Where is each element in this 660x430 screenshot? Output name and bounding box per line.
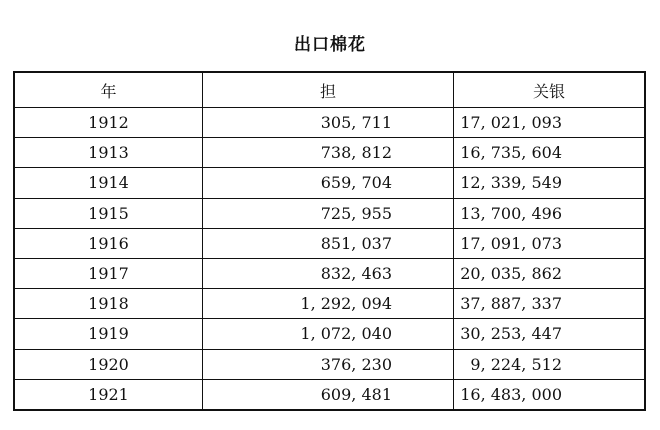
header-year: 年 <box>14 72 203 108</box>
year-cell: 1913 <box>14 138 203 168</box>
table-row <box>14 138 645 168</box>
dan-cell: 376, 230 <box>203 349 454 379</box>
header-dan: 担 <box>203 72 454 108</box>
table-row <box>14 108 645 138</box>
year-cell: 1919 <box>14 319 203 349</box>
dan-cell: 832, 463 <box>203 258 454 288</box>
year-cell: 1917 <box>14 258 203 288</box>
year-cell: 1916 <box>14 228 203 258</box>
tael-cell: 12, 339, 549 <box>454 168 646 198</box>
dan-cell: 305, 711 <box>203 108 454 138</box>
table-row <box>14 289 645 319</box>
dan-cell: 738, 812 <box>203 138 454 168</box>
tael-cell: 30, 253, 447 <box>454 319 646 349</box>
tael-cell: 17, 021, 093 <box>454 108 646 138</box>
dan-cell: 851, 037 <box>203 228 454 258</box>
dan-cell: 1, 072, 040 <box>203 319 454 349</box>
tael-cell: 20, 035, 862 <box>454 258 646 288</box>
table-row <box>14 258 645 288</box>
year-cell: 1918 <box>14 289 203 319</box>
cotton-export-table <box>13 71 646 411</box>
table-row <box>14 228 645 258</box>
table-row <box>14 168 645 198</box>
dan-cell: 609, 481 <box>203 379 454 410</box>
tael-cell: 16, 483, 000 <box>454 379 646 410</box>
header-haikwan-tael: 关银 <box>454 72 646 108</box>
year-cell: 1921 <box>14 379 203 410</box>
tael-cell: 16, 735, 604 <box>454 138 646 168</box>
table-row <box>14 379 645 410</box>
table-row <box>14 198 645 228</box>
tael-cell: 13, 700, 496 <box>454 198 646 228</box>
year-cell: 1914 <box>14 168 203 198</box>
dan-cell: 659, 704 <box>203 168 454 198</box>
year-cell: 1912 <box>14 108 203 138</box>
tael-cell: 17, 091, 073 <box>454 228 646 258</box>
year-cell: 1920 <box>14 349 203 379</box>
dan-cell: 1, 292, 094 <box>203 289 454 319</box>
table-row <box>14 319 645 349</box>
table-title: 出口棉花 <box>294 35 366 55</box>
dan-cell: 725, 955 <box>203 198 454 228</box>
header-row <box>14 72 645 108</box>
tael-cell: 37, 887, 337 <box>454 289 646 319</box>
year-cell: 1915 <box>14 198 203 228</box>
tael-cell: 9, 224, 512 <box>454 349 646 379</box>
table-row <box>14 349 645 379</box>
